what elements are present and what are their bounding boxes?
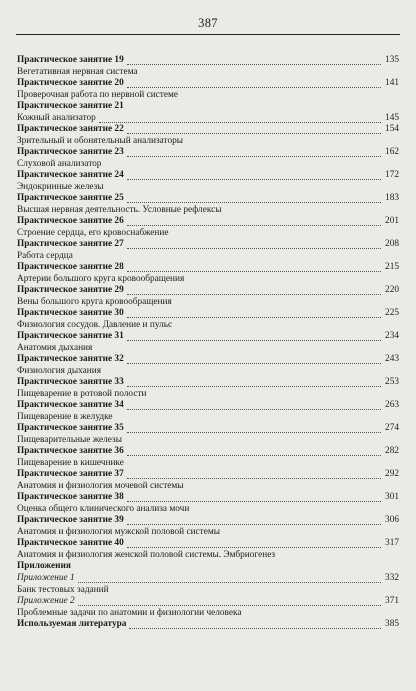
- entry-page-number: 201: [382, 216, 399, 228]
- entry-subtitle: Анатомия и физиология мужской половой системы: [17, 526, 220, 537]
- entry-title: Практическое занятие 32: [17, 354, 124, 364]
- table-of-contents: [17, 55, 399, 631]
- entry-subtitle: Строение сердца, его кровоснабжение: [17, 227, 169, 238]
- entry-title: Практическое занятие 35: [17, 423, 124, 433]
- entry-title: Практическое занятие 26: [17, 216, 124, 226]
- dot-leader: [127, 524, 381, 525]
- entry-subtitle: Пищеварение в желудке: [17, 411, 113, 422]
- entry-title: Практическое занятие 24: [17, 170, 124, 180]
- entry-title: Практическое занятие 23: [17, 147, 124, 157]
- entry-page-number: 306: [382, 515, 399, 527]
- entry-subtitle: Проверочная работа по нервной системе: [17, 89, 179, 100]
- entry-title: Практическое занятие 27: [17, 239, 124, 249]
- toc-entry: [17, 354, 399, 377]
- appendix-page-number: 371: [382, 596, 399, 608]
- appendix-label: Приложение 2: [17, 596, 75, 606]
- entry-title: Практическое занятие 19: [17, 55, 124, 65]
- entry-page-number: 145: [382, 113, 399, 125]
- entry-title: Практическое занятие 31: [17, 331, 124, 341]
- entry-subtitle: Физиология дыхания: [17, 365, 102, 376]
- entry-page-number: 215: [382, 262, 399, 274]
- appendices-heading: Приложения: [17, 561, 71, 571]
- dot-leader: [127, 87, 381, 88]
- entry-title: Практическое занятие 40: [17, 538, 124, 548]
- entry-subtitle: Высшая нервная деятельность. Условные рефлексы: [17, 204, 222, 215]
- toc-entry: [17, 538, 399, 561]
- entry-title: Практическое занятие 39: [17, 515, 124, 525]
- toc-entry: [17, 423, 399, 446]
- dot-leader: [127, 455, 381, 456]
- entry-title: Практическое занятие 36: [17, 446, 124, 456]
- dot-leader: [127, 156, 381, 157]
- dot-leader: [127, 271, 381, 272]
- dot-leader: [127, 478, 381, 479]
- dot-leader: [129, 628, 381, 629]
- entry-title: Практическое занятие 38: [17, 492, 124, 502]
- entry-title: Практическое занятие 28: [17, 262, 124, 272]
- toc-entry: [17, 193, 399, 216]
- toc-entry-literature: [17, 619, 399, 631]
- dot-leader: [127, 409, 381, 410]
- toc-entry: [17, 147, 399, 170]
- entry-title: Практическое занятие 22: [17, 124, 124, 134]
- entry-subtitle: Слуховой анализатор: [17, 158, 102, 169]
- toc-entry: [17, 216, 399, 239]
- toc-entry: [17, 469, 399, 492]
- toc-entry: [17, 377, 399, 400]
- entry-page-number: 135: [382, 55, 399, 67]
- entry-subtitle: Анатомия и физиология мочевой системы: [17, 480, 184, 491]
- entry-page-number: 225: [382, 308, 399, 320]
- dot-leader: [127, 547, 381, 548]
- toc-entry: [17, 78, 399, 101]
- entry-subtitle: Работа сердца: [17, 250, 73, 261]
- entry-subtitle: Вены большого круга кровообращения: [17, 296, 172, 307]
- appendix-subtitle: Банк тестовых заданий: [17, 584, 109, 595]
- entry-subtitle: Анатомия дыхания: [17, 342, 93, 353]
- entry-subtitle: Пищеварение в ротовой полости: [17, 388, 147, 399]
- entry-subtitle: Эндокринные железы: [17, 181, 104, 192]
- entry-title: Практическое занятие 34: [17, 400, 124, 410]
- toc-entry: [17, 262, 399, 285]
- entry-page-number: 253: [382, 377, 399, 389]
- entry-subtitle: Кожный анализатор: [17, 112, 96, 123]
- toc-entry: [17, 101, 399, 124]
- entry-page-number: 141: [382, 78, 399, 90]
- entry-title: Практическое занятие 30: [17, 308, 124, 318]
- entry-page-number: 301: [382, 492, 399, 504]
- toc-entry: [17, 55, 399, 78]
- entry-subtitle: Пищеварительные железы: [17, 434, 122, 445]
- toc-entry: [17, 331, 399, 354]
- entry-page-number: 243: [382, 354, 399, 366]
- entry-page-number: 263: [382, 400, 399, 412]
- dot-leader: [127, 317, 381, 318]
- entry-title: Практическое занятие 37: [17, 469, 124, 479]
- toc-entry-appendix: [17, 573, 399, 596]
- entry-page-number: 274: [382, 423, 399, 435]
- toc-entry: [17, 515, 399, 538]
- entry-page-number: 220: [382, 285, 399, 297]
- entry-subtitle: Пищеварение в кишечнике: [17, 457, 124, 468]
- entry-subtitle: Физиология сосудов. Давление и пульс: [17, 319, 173, 330]
- literature-title: Используемая литература: [17, 619, 127, 629]
- dot-leader: [78, 582, 381, 583]
- entry-page-number: 208: [382, 239, 399, 251]
- toc-entry: [17, 308, 399, 331]
- literature-page: 385: [382, 619, 399, 631]
- dot-leader: [99, 122, 381, 123]
- toc-entry-appendix: [17, 596, 399, 619]
- appendix-subtitle: Проблемные задачи по анатомии и физиологии человека: [17, 607, 242, 618]
- dot-leader: [127, 294, 381, 295]
- header-rule: [16, 34, 400, 35]
- toc-entry: [17, 492, 399, 515]
- entry-page-number: 172: [382, 170, 399, 182]
- entry-page-number: 292: [382, 469, 399, 481]
- entry-subtitle: Вегетативная нервная система: [17, 66, 138, 77]
- entry-page-number: 282: [382, 446, 399, 458]
- entry-page-number: 234: [382, 331, 399, 343]
- entry-page-number: 154: [382, 124, 399, 136]
- entry-subtitle: Оценка общего клинического анализа мочи: [17, 503, 190, 514]
- appendix-page-number: 332: [382, 573, 399, 585]
- entry-title: Практическое занятие 33: [17, 377, 124, 387]
- entry-title: Практическое занятие 20: [17, 78, 124, 88]
- entry-subtitle: Зрительный и обонятельный анализаторы: [17, 135, 184, 146]
- dot-leader: [127, 340, 381, 341]
- entry-page-number: 317: [382, 538, 399, 550]
- dot-leader: [127, 363, 381, 364]
- toc-entry: [17, 446, 399, 469]
- dot-leader: [127, 133, 381, 134]
- entry-page-number: 162: [382, 147, 399, 159]
- dot-leader: [127, 248, 381, 249]
- entry-subtitle: Анатомия и физиология женской половой системы. Эмбриогенез: [17, 549, 276, 560]
- entry-title: Практическое занятие 29: [17, 285, 124, 295]
- dot-leader: [127, 179, 381, 180]
- toc-entry: [17, 124, 399, 147]
- dot-leader: [127, 432, 381, 433]
- toc-entry: [17, 285, 399, 308]
- dot-leader: [127, 386, 381, 387]
- toc-entry: [17, 239, 399, 262]
- entry-page-number: 183: [382, 193, 399, 205]
- appendix-label: Приложение 1: [17, 573, 75, 583]
- dot-leader: [78, 605, 381, 606]
- dot-leader: [127, 202, 381, 203]
- dot-leader: [127, 225, 381, 226]
- entry-title: Практическое занятие 25: [17, 193, 124, 203]
- entry-subtitle: Артерии большого круга кровообращения: [17, 273, 185, 284]
- toc-entry: [17, 170, 399, 193]
- dot-leader: [127, 64, 381, 65]
- entry-title: Практическое занятие 21: [17, 101, 124, 111]
- page-number: 387: [198, 16, 218, 30]
- toc-entry: [17, 400, 399, 423]
- dot-leader: [127, 501, 381, 502]
